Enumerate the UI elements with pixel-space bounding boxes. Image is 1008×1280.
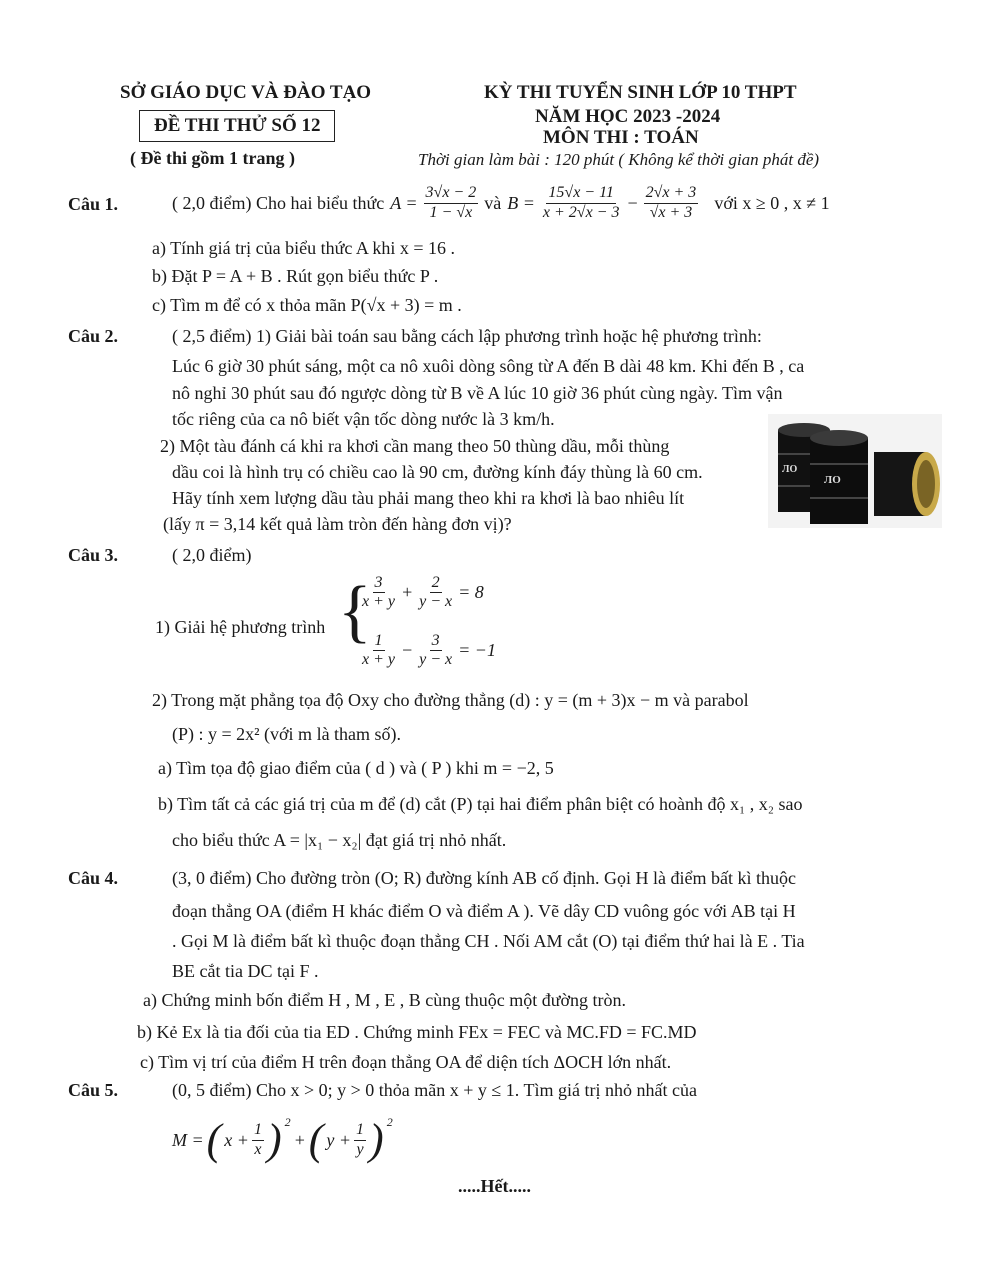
- system-brace: {: [338, 573, 372, 650]
- barrel-label-2: ЛО: [824, 474, 841, 486]
- oil-barrels-image: [768, 414, 942, 528]
- end-marker: .....Hết.....: [458, 1176, 531, 1196]
- q4-line2: đoạn thẳng OA (điểm H khác điểm O và điểm A ). Vẽ dây CD vuông góc với AB tại H: [172, 901, 796, 921]
- q1-label: Câu 1.: [68, 194, 119, 214]
- q4-line3: . Gọi M là điểm bất kì thuộc đoạn thẳng CH . Nối AM cắt (O) tại điểm thứ hai là E . Tia: [172, 931, 805, 951]
- q1-intro: ( 2,0 điểm) Cho hai biểu thức: [172, 192, 385, 213]
- q1-B2-fraction: $\frac{2√x + 3}{√x + 3}$: [645, 184, 697, 221]
- q1-A-lhs: A =: [390, 192, 418, 213]
- q5-label: Câu 5.: [68, 1080, 119, 1100]
- q4-part-b: b) Kẻ Ex là tia đối của tia ED . Chứng minh FEx = FEC và MC.FD = FC.MD: [137, 1022, 697, 1042]
- q1-condition: với x ≥ 0 , x ≠ 1: [714, 192, 830, 213]
- q1-A-fraction: $\frac{3√x - 2}{1 - √x}$: [425, 184, 477, 221]
- subject: MÔN THI : TOÁN: [543, 127, 699, 148]
- exam-title: KỲ THI TUYỂN SINH LỚP 10 THPT: [484, 82, 797, 103]
- time-note: Thời gian làm bài : 120 phút ( Không kể thời gian phát đề): [418, 150, 820, 169]
- q2-label: Câu 2.: [68, 326, 119, 346]
- q1-B1-fraction: $\frac{15√x - 11}{x + 2√x - 3}$: [542, 184, 620, 221]
- q4-part-a: a) Chứng minh bốn điểm H , M , E , B cùng thuộc một đường tròn.: [143, 990, 626, 1010]
- q1-part-b: b) Đặt P = A + B . Rút gọn biểu thức P .: [152, 266, 439, 286]
- q3-points: ( 2,0 điểm): [172, 545, 252, 565]
- q2-p1-line2: nô nghỉ 30 phút sau đó ngược dòng từ B về A lúc 10 giờ 36 phút cùng ngày. Tìm vận: [172, 383, 783, 403]
- q4-line1: (3, 0 điểm) Cho đường tròn (O; R) đường kính AB cố định. Gọi H là điểm bất kì thuộc: [172, 868, 796, 888]
- q4-part-c: c) Tìm vị trí của điểm H trên đoạn thẳng OA để diện tích ΔOCH lớn nhất.: [140, 1052, 672, 1072]
- q2-p2-line1: 2) Một tàu đánh cá khi ra khơi cần mang theo 50 thùng dầu, mỗi thùng: [160, 436, 670, 456]
- school-year: NĂM HỌC 2023 -2024: [535, 106, 721, 127]
- q3-label: Câu 3.: [68, 545, 119, 565]
- q4-label: Câu 4.: [68, 868, 119, 888]
- page-count: ( Đề thi gồm 1 trang ): [130, 148, 295, 168]
- exam-code-box: ĐỀ THI THỬ SỐ 12: [139, 110, 335, 142]
- q2-p1-line3: tốc riêng của ca nô biết vận tốc dòng nước là 3 km/h.: [172, 409, 555, 429]
- q2-p1-line1: Lúc 6 giờ 30 phút sáng, một ca nô xuôi dòng sông từ A đến B dài 48 km. Khi đến B , ca: [172, 356, 805, 376]
- q3-part2-line1: 2) Trong mặt phẳng tọa độ Oxy cho đường thẳng (d) : y = (m + 3)x − m và parabol: [152, 690, 749, 710]
- q3-part-b-line1: b) Tìm tất cả các giá trị của m để (d) cắt (P) tại hai điểm phân biệt có hoành độ x₁ , x₂ sao: [158, 794, 803, 814]
- q3-part-a: a) Tìm tọa độ giao điểm của ( d ) và ( P ) khi m = −2, 5: [158, 758, 554, 778]
- department-title: SỞ GIÁO DỤC VÀ ĐÀO TẠO: [120, 82, 372, 103]
- q5-square-2: 2: [386, 1115, 393, 1129]
- system-eq2: $\frac{1}{x + y}$ − $\frac{3}{y - x}$ = −1: [362, 632, 496, 669]
- q1-B-lhs: B =: [507, 192, 535, 213]
- q3-part-b-line2: cho biểu thức A = |x₁ − x₂| đạt giá trị nhỏ nhất.: [172, 830, 507, 850]
- q5-M-expression: M = ( x + $\frac{1}{x}$ ) $^2$ + ( y + $\frac{1}{y}$ ) $^2$: [172, 1115, 393, 1164]
- system-eq1: $\frac{3}{x + y}$ + $\frac{2}{y - x}$ = 8: [362, 574, 484, 611]
- q2-p2-line4: (lấy π = 3,14 kết quả làm tròn đến hàng đơn vị)?: [163, 514, 512, 534]
- q1-expression-line: [172, 181, 830, 225]
- q1-minus: −: [627, 192, 638, 213]
- q3-part2-line2: (P) : y = 2x² (với m là tham số).: [172, 724, 402, 744]
- q1-part-a: a) Tính giá trị của biểu thức A khi x = 16 .: [152, 238, 456, 258]
- barrel-label-1: ЛО: [782, 464, 798, 475]
- q2-p2-line3: Hãy tính xem lượng dầu tàu phải mang theo khi ra khơi là bao nhiêu lít: [172, 488, 685, 508]
- q2-intro: ( 2,5 điểm) 1) Giải bài toán sau bằng cách lập phương trình hoặc hệ phương trình:: [172, 326, 762, 346]
- q4-line4: BE cắt tia DC tại F .: [172, 961, 319, 981]
- q3-part1: 1) Giải hệ phương trình: [155, 617, 326, 637]
- q2-p2-line2: dầu coi là hình trụ có chiều cao là 90 cm, đường kính đáy thùng là 60 cm.: [172, 462, 703, 482]
- q1-part-c: c) Tìm m để có x thỏa mãn P(√x + 3) = m .: [152, 295, 462, 315]
- q5-line1: (0, 5 điểm) Cho x > 0; y > 0 thỏa mãn x + y ≤ 1. Tìm giá trị nhỏ nhất của: [172, 1080, 697, 1100]
- q1-and: và: [484, 192, 502, 213]
